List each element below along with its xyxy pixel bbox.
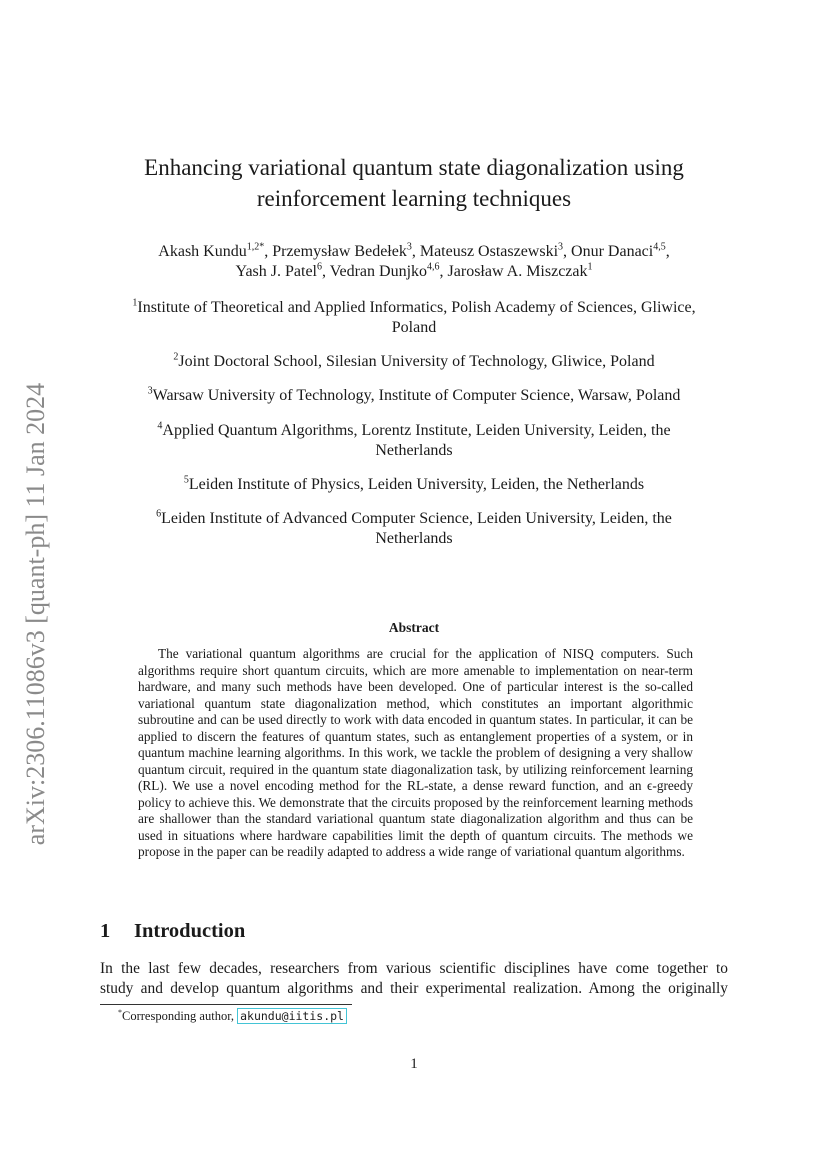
affiliation-text: Leiden Institute of Advanced Computer Science, Leiden University, Leiden, the — [161, 510, 672, 527]
affiliation-6 — [100, 509, 728, 549]
title-line-2: reinforcement learning techniques — [256, 186, 572, 211]
author-affiliation-marker: 4,5 — [653, 241, 666, 253]
author-line-1: Akash Kundu$^{1,2*}$, Przemysław Bedełek$^3$, Mateusz Ostaszewski$^3$, Onur Danaci$^{4,5}$, — [158, 241, 670, 260]
abstract-text: The variational quantum algorithms are crucial for the application of NISQ computers. Such algorithms require short quantum circuits, which are more amenable to implementation on near-term hardware, and many such methods have been developed. One of particular interest is the so-called variational quantum state diagonalization method, which constitutes an important algorithmic subroutine and can be used directly to work with data encoded in quantum states. In particular, it can be applied to discern the features of quantum states, such as entanglement properties of a system, or in quantum machine learning algorithms. In this work, we tackle the problem of designing a very shallow quantum circuit, required in the quantum state diagonalization task, by utilizing reinforcement learning (RL). We use a novel encoding method for the RL-state, a dense reward function, and an ϵ-greedy policy to achieve this. We demonstrate that the circuits proposed by the reinforcement learning methods are shallower than the standard variational quantum state diagonalization algorithm and thus can be used in situations where hardware capabilities limit the depth of quantum circuits. The methods we propose in the paper can be readily adapted to address a wide range of variational quantum algorithms. — [138, 646, 693, 859]
author-name: Onur Danaci$^{4,5}$ — [571, 241, 666, 260]
affiliation-text: Leiden Institute of Physics, Leiden University, Leiden, the Netherlands — [188, 476, 645, 493]
author-name: Mateusz Ostaszewski$^3$ — [419, 241, 564, 260]
affiliation-number: 2 — [173, 351, 179, 363]
affiliation-number: 4 — [157, 420, 163, 432]
footnote-mark: * — [118, 1007, 122, 1017]
affiliation-text: Joint Doctoral School, Silesian University of Technology, Gliwice, Poland — [178, 353, 655, 370]
footnote-text: Corresponding author, — [122, 1009, 238, 1023]
author-name: Yash J. Patel$^6$ — [235, 261, 322, 280]
author-line-2: Yash J. Patel$^6$, Vedran Dunjko$^{4,6}$, Jarosław A. Miszczak$^1$ — [235, 261, 593, 280]
author-affiliation-marker: 3 — [406, 241, 412, 253]
title-line-1: Enhancing variational quantum state diagonalization using — [144, 155, 684, 180]
affiliation-3 — [100, 386, 728, 406]
author-name: Przemysław Bedełek$^3$ — [272, 241, 412, 260]
arxiv-identifier-stamp: arXiv:2306.11086v3 [quant-ph] 11 Jan 2024 — [21, 382, 50, 846]
affiliation-2 — [100, 352, 728, 372]
author-affiliation-marker: 4,6 — [427, 261, 440, 273]
affiliation-text-continued: Poland — [391, 319, 437, 336]
email-link[interactable]: akundu@iitis.pl — [237, 1008, 347, 1024]
author-name: Jarosław A. Miszczak$^1$ — [447, 261, 593, 280]
corresponding-author-footnote — [118, 1008, 347, 1024]
affiliation-text: Applied Quantum Algorithms, Lorentz Institute, Leiden University, Leiden, the — [162, 422, 671, 439]
author-affiliation-marker: 3 — [558, 241, 564, 253]
author-affiliation-marker: 1 — [587, 261, 593, 273]
intro-line-1: In the last few decades, researchers from various scientific disciplines have come together to — [100, 960, 728, 977]
affiliation-5 — [100, 475, 728, 495]
affiliation-number: 1 — [132, 297, 138, 309]
affiliation-4 — [100, 421, 728, 461]
introduction-paragraph — [100, 959, 728, 999]
affiliation-text: Institute of Theoretical and Applied Informatics, Polish Academy of Sciences, Gliwice, — [137, 299, 696, 316]
section-title: Introduction — [134, 920, 246, 942]
affiliation-text-continued: Netherlands — [375, 442, 453, 459]
intro-line-2: study and develop quantum algorithms and their experimental realization. Among the originally — [100, 980, 728, 997]
paper-title — [100, 152, 728, 214]
affiliation-number: 6 — [156, 508, 162, 520]
affiliation-number: 3 — [147, 385, 153, 397]
author-name: Akash Kundu$^{1,2*}$ — [158, 241, 265, 260]
section-number: 1 — [100, 920, 111, 942]
page-number: 1 — [410, 1056, 418, 1072]
author-affiliation-marker: 6 — [317, 261, 322, 273]
author-name: Vedran Dunjko$^{4,6}$ — [329, 261, 440, 280]
author-affiliation-marker: 1,2* — [246, 241, 265, 253]
section-heading-introduction — [100, 920, 245, 943]
affiliation-number: 5 — [183, 474, 189, 486]
footnote-divider — [100, 1004, 352, 1005]
author-list — [100, 242, 728, 282]
affiliation-text: Warsaw University of Technology, Institute of Computer Science, Warsaw, Poland — [152, 387, 681, 404]
affiliation-text-continued: Netherlands — [375, 530, 453, 547]
abstract-heading: Abstract — [388, 620, 440, 635]
affiliation-1 — [100, 298, 728, 338]
